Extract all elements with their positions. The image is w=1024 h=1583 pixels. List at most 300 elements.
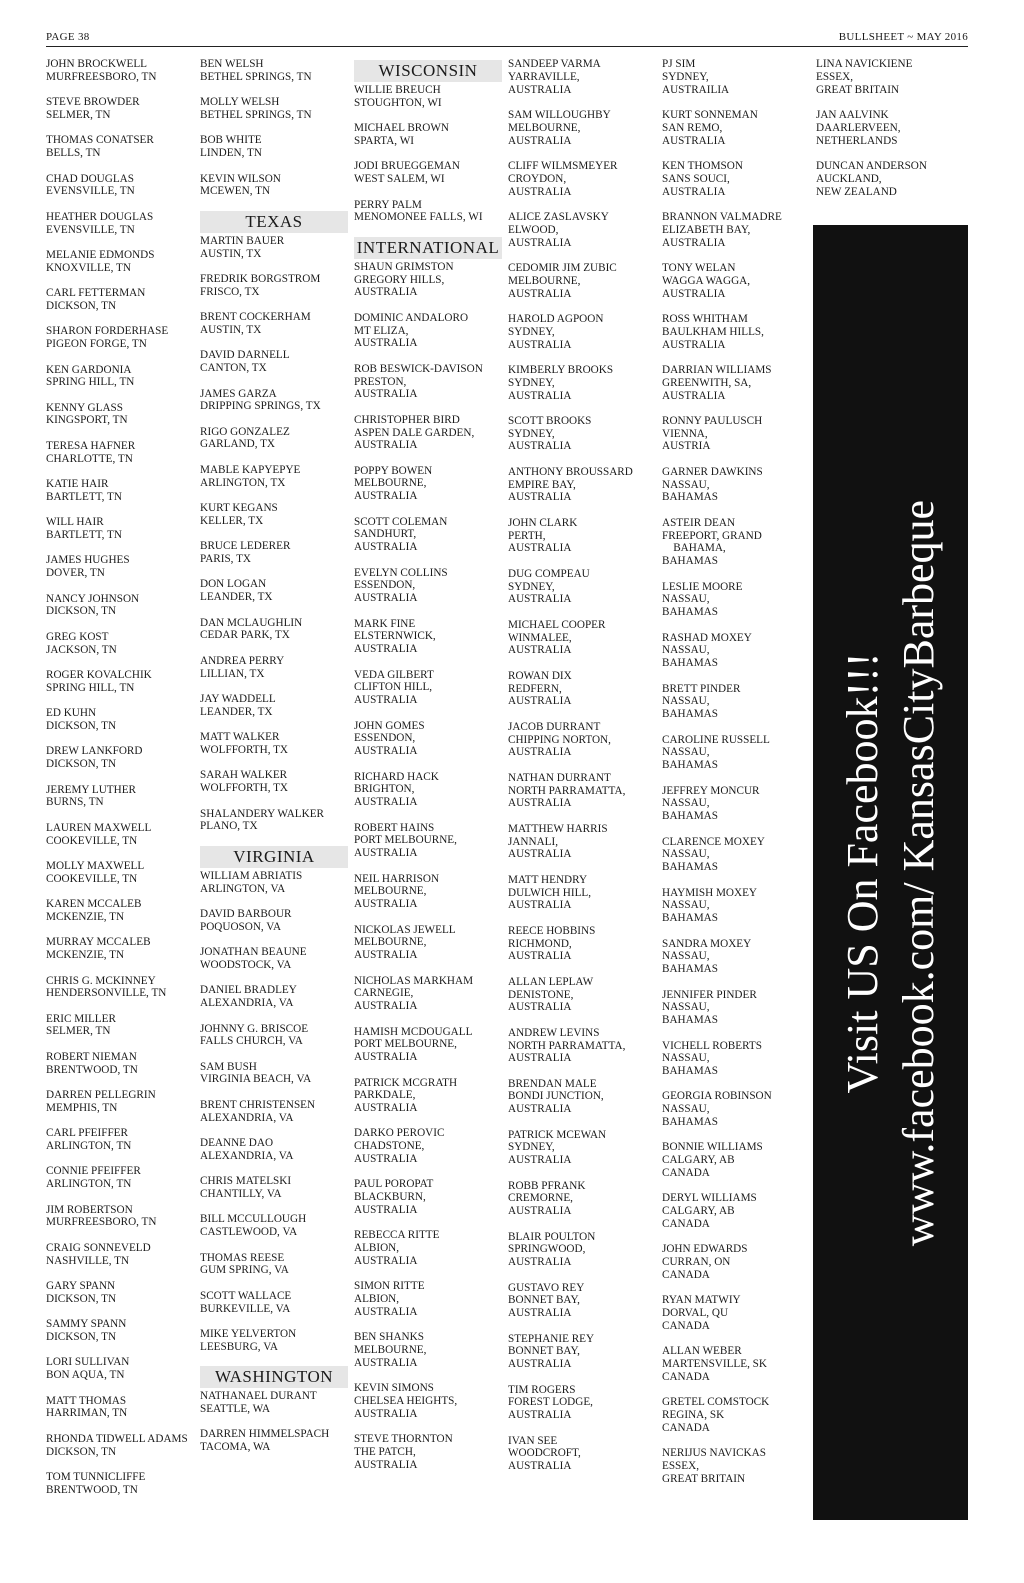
entry-location: MELBOURNE, bbox=[354, 936, 427, 949]
entry-location: HENDERSONVILLE, TN bbox=[46, 987, 167, 1000]
facebook-promo-banner bbox=[813, 225, 968, 1520]
listing-entry bbox=[46, 402, 194, 428]
entry-name: DARKO PEROVIC bbox=[354, 1127, 445, 1140]
entry-location: BAHAMAS bbox=[662, 555, 718, 568]
listing-entry bbox=[354, 363, 502, 401]
entry-location: MELBOURNE, bbox=[354, 1344, 427, 1357]
entry-location: AUSTRALIA bbox=[354, 847, 418, 860]
entry-location: BAHAMAS bbox=[662, 1014, 718, 1027]
entry-name: CHRIS MATELSKI bbox=[200, 1175, 292, 1188]
entry-location: AUSTRALIA bbox=[354, 1051, 418, 1064]
entry-name: SHALANDERY WALKER bbox=[200, 807, 324, 820]
entry-location: BAHAMAS bbox=[662, 657, 718, 670]
entry-location: MURFREESBORO, TN bbox=[46, 70, 157, 83]
entry-location: LEANDER, TX bbox=[200, 705, 273, 718]
entry-location: ELWOOD, bbox=[508, 223, 559, 236]
listing-entry bbox=[46, 936, 194, 962]
entry-name: SAM WILLOUGHBY bbox=[508, 108, 611, 121]
entry-location: BRENTWOOD, TN bbox=[46, 1063, 138, 1076]
entry-name: CHRIS G. MCKINNEY bbox=[46, 974, 156, 987]
entry-name: ANDREW LEVINS bbox=[508, 1026, 600, 1039]
entry-location: PERTH, bbox=[508, 529, 546, 542]
entry-location: BAHAMAS bbox=[662, 606, 718, 619]
entry-location: THE PATCH, bbox=[354, 1446, 416, 1459]
entry-location: LEESBURG, VA bbox=[200, 1340, 278, 1353]
entry-location: BRIGHTON, bbox=[354, 783, 415, 796]
banner-headline: Visit US On Facebook!!! bbox=[837, 652, 887, 1093]
entry-name: CLIFF WILMSMEYER bbox=[508, 159, 618, 172]
entry-name: DREW LANKFORD bbox=[46, 745, 143, 758]
entry-name: ERIC MILLER bbox=[46, 1012, 116, 1025]
entry-location: BONNET BAY, bbox=[508, 1294, 580, 1307]
listing-entry bbox=[508, 823, 656, 861]
entry-name: BRETT PINDER bbox=[662, 682, 741, 695]
entry-name: JOHNNY G. BRISCOE bbox=[200, 1022, 309, 1035]
listing-entry bbox=[508, 925, 656, 963]
entry-location: CANTON, TX bbox=[200, 362, 267, 375]
entry-name: RASHAD MOXEY bbox=[662, 631, 752, 644]
listing-entry bbox=[354, 1331, 502, 1369]
entry-location: SANS SOUCI, bbox=[662, 172, 730, 185]
listing-entry bbox=[508, 1435, 656, 1473]
entry-location: CANADA bbox=[662, 1218, 710, 1231]
entry-name: GEORGIA ROBINSON bbox=[662, 1090, 772, 1103]
entry-location: DICKSON, TN bbox=[46, 1330, 117, 1343]
listing-entry bbox=[354, 1026, 502, 1064]
listing-entry bbox=[200, 1213, 348, 1239]
entry-location: SANDHURT, bbox=[354, 528, 417, 541]
listing-entry bbox=[46, 1051, 194, 1077]
entry-location: AUSTRALIA bbox=[508, 491, 572, 504]
entry-location: REGINA, SK bbox=[662, 1409, 725, 1422]
entry-location: HARRIMAN, TN bbox=[46, 1407, 128, 1420]
listing-entry bbox=[200, 426, 348, 452]
listing-entry bbox=[354, 84, 502, 110]
entry-name: ROWAN DIX bbox=[508, 669, 572, 682]
entry-location: CREMORNE, bbox=[508, 1192, 573, 1205]
listing-entry bbox=[354, 1229, 502, 1267]
entry-name: KEVIN SIMONS bbox=[354, 1382, 434, 1395]
entry-name: GARY SPANN bbox=[46, 1280, 116, 1292]
state-section-heading: VIRGINIA bbox=[200, 846, 348, 868]
listing-entry bbox=[662, 262, 810, 300]
entry-location: EVENSVILLE, TN bbox=[46, 223, 135, 236]
listing-column-5 bbox=[662, 58, 810, 1498]
entry-location: BAHAMAS bbox=[662, 963, 718, 976]
entry-location: NASSAU, bbox=[662, 899, 710, 912]
entry-name: BLAIR POULTON bbox=[508, 1230, 596, 1243]
listing-entry bbox=[662, 734, 810, 772]
entry-location: BETHEL SPRINGS, TN bbox=[200, 108, 312, 121]
entry-location: AUSTRALIA bbox=[354, 949, 418, 962]
entry-location: ALEXANDRIA, VA bbox=[200, 997, 294, 1010]
listing-entry bbox=[354, 199, 502, 225]
entry-location: MELBOURNE, bbox=[508, 121, 581, 134]
listing-entry bbox=[200, 134, 348, 160]
listing-entry bbox=[46, 1165, 194, 1191]
listing-entry bbox=[354, 1077, 502, 1115]
listing-entry bbox=[46, 975, 194, 1001]
entry-name: SAMMY SPANN bbox=[46, 1318, 127, 1331]
listing-entry bbox=[200, 173, 348, 199]
entry-name: JOHN BROCKWELL bbox=[46, 58, 147, 70]
entry-location: BAULKHAM HILLS, bbox=[662, 325, 764, 338]
listing-column-1 bbox=[46, 58, 194, 1509]
entry-location: BRENTWOOD, TN bbox=[46, 1483, 138, 1496]
entry-location: NASSAU, bbox=[662, 1001, 710, 1014]
entry-location: AUSTRALIA bbox=[662, 338, 726, 351]
entry-location: WEST SALEM, WI bbox=[354, 173, 445, 186]
entry-location: AUSTRALIA bbox=[508, 1001, 572, 1014]
entry-name: ALICE ZASLAVSKY bbox=[508, 210, 609, 223]
entry-location: AUSTRALIA bbox=[508, 797, 572, 810]
entry-name: CONNIE PFEIFFER bbox=[46, 1165, 141, 1178]
entry-location: AUSTRALIA bbox=[354, 388, 418, 401]
entry-location: JANNALI, bbox=[508, 835, 559, 848]
entry-location: WOODCROFT, bbox=[508, 1447, 581, 1460]
listing-entry bbox=[200, 273, 348, 299]
entry-location: AUSTRALIA bbox=[508, 1103, 572, 1116]
entry-location: ESSENDON, bbox=[354, 579, 416, 592]
entry-location: AUSTRALIA bbox=[354, 439, 418, 452]
entry-name: IVAN SEE bbox=[508, 1434, 558, 1447]
listing-entry bbox=[662, 364, 810, 402]
entry-location: BAHAMAS bbox=[662, 708, 718, 721]
entry-location: NASSAU, bbox=[662, 478, 710, 491]
entry-location: CALGARY, AB bbox=[662, 1154, 735, 1167]
entry-location: BAHAMAS bbox=[662, 810, 718, 823]
entry-name: GREG KOST bbox=[46, 630, 109, 643]
listing-entry bbox=[508, 874, 656, 912]
entry-location: AUSTRALIA bbox=[354, 490, 418, 503]
entry-location: AUSTRALIA bbox=[508, 236, 572, 249]
entry-name: STEVE THORNTON bbox=[354, 1433, 453, 1446]
entry-name: JODI BRUEGGEMAN bbox=[354, 160, 460, 173]
listing-entry bbox=[508, 415, 656, 453]
listing-entry bbox=[508, 109, 656, 147]
entry-location: DULWICH HILL, bbox=[508, 886, 592, 899]
entry-name: HAMISH MCDOUGALL bbox=[354, 1025, 473, 1038]
entry-location: BELLS, TN bbox=[46, 147, 101, 160]
entry-location: SEATTLE, WA bbox=[200, 1402, 271, 1415]
listing-entry bbox=[200, 311, 348, 337]
listing-entry bbox=[200, 1390, 348, 1416]
entry-location: CANADA bbox=[662, 1371, 710, 1383]
entry-location: FALLS CHURCH, VA bbox=[200, 1035, 303, 1048]
listing-entry bbox=[200, 617, 348, 643]
listing-entry bbox=[46, 707, 194, 733]
entry-location: AUSTRALIA bbox=[354, 1458, 418, 1471]
listing-entry bbox=[354, 822, 502, 860]
entry-location: GREENWITH, SA, bbox=[662, 376, 752, 389]
listing-entry bbox=[46, 1089, 194, 1115]
listing-entry bbox=[200, 349, 348, 375]
banner-url[interactable]: www.facebook.com/ KansasCityBarbeque bbox=[893, 499, 943, 1246]
entry-name: DERYL WILLIAMS bbox=[662, 1192, 757, 1205]
listing-entry bbox=[816, 109, 964, 147]
entry-name: HEATHER DOUGLAS bbox=[46, 210, 154, 223]
entry-location: BAHAMAS bbox=[662, 1116, 718, 1129]
entry-location: NASSAU, bbox=[662, 746, 710, 759]
entry-name: JAY WADDELL bbox=[200, 693, 276, 705]
listing-entry bbox=[508, 1129, 656, 1167]
listing-entry bbox=[662, 581, 810, 619]
entry-name: REBECCA RITTE bbox=[354, 1229, 440, 1242]
listing-entry bbox=[46, 478, 194, 504]
entry-name: NATHAN DURRANT bbox=[508, 771, 611, 784]
entry-name: MOLLY WELSH bbox=[200, 96, 280, 109]
entry-name: DARREN HIMMELSPACH bbox=[200, 1428, 330, 1441]
entry-location: LINDEN, TN bbox=[200, 147, 262, 160]
listing-entry bbox=[508, 211, 656, 249]
listing-entry bbox=[508, 313, 656, 351]
entry-name: ALLAN LEPLAW bbox=[508, 975, 594, 988]
entry-name: DAN MCLAUGHLIN bbox=[200, 616, 303, 629]
entry-location: ESSENDON, bbox=[354, 732, 416, 745]
listing-entry bbox=[46, 593, 194, 619]
entry-location: PORT MELBOURNE, bbox=[354, 834, 457, 847]
listing-entry bbox=[508, 568, 656, 606]
entry-location: MARTENSVILLE, SK bbox=[662, 1358, 767, 1371]
entry-location: AUSTRALIA bbox=[508, 1358, 572, 1371]
entry-name: VEDA GILBERT bbox=[354, 668, 434, 681]
listing-entry bbox=[200, 908, 348, 934]
entry-name: GUSTAVO REY bbox=[508, 1281, 585, 1294]
entry-name: WILLIE BREUCH bbox=[354, 84, 441, 96]
listing-entry bbox=[662, 938, 810, 976]
entry-name: ROSS WHITHAM bbox=[662, 312, 748, 325]
entry-location: ARLINGTON, VA bbox=[200, 882, 286, 895]
listing-entry bbox=[816, 58, 964, 96]
entry-location: WOLFFORTH, TX bbox=[200, 743, 289, 756]
entry-location: SPARTA, WI bbox=[354, 134, 414, 147]
entry-location: WOODSTOCK, VA bbox=[200, 958, 292, 971]
entry-location: BAHAMAS bbox=[662, 1065, 718, 1078]
entry-name: JOHN CLARK bbox=[508, 516, 578, 529]
entry-location: SYDNEY, bbox=[508, 1141, 555, 1154]
entry-location: ALBION, bbox=[354, 1242, 400, 1255]
entry-name: HAYMISH MOXEY bbox=[662, 886, 757, 899]
entry-location: AUSTRALIA bbox=[508, 899, 572, 912]
entry-location: BARTLETT, TN bbox=[46, 529, 122, 542]
entry-name: REECE HOBBINS bbox=[508, 924, 596, 937]
entry-location: SYDNEY, bbox=[508, 376, 555, 389]
entry-name: SHAUN GRIMSTON bbox=[354, 260, 454, 273]
listing-entry bbox=[508, 670, 656, 708]
entry-name: CAROLINE RUSSELL bbox=[662, 733, 770, 746]
entry-location: DICKSON, TN bbox=[46, 1292, 117, 1305]
listing-entry bbox=[354, 160, 502, 186]
entry-name: STEVE BROWDER bbox=[46, 96, 140, 109]
entry-name: WILL HAIR bbox=[46, 516, 104, 529]
entry-name: SCOTT COLEMAN bbox=[354, 515, 448, 528]
entry-location: SPRING HILL, TN bbox=[46, 681, 135, 694]
entry-location: POQUOSON, VA bbox=[200, 920, 282, 933]
listing-column-3 bbox=[354, 58, 502, 1484]
listing-entry bbox=[662, 160, 810, 198]
entry-location: NASSAU, bbox=[662, 848, 710, 861]
listing-entry bbox=[200, 655, 348, 681]
listing-entry bbox=[508, 517, 656, 555]
entry-name: KENNY GLASS bbox=[46, 401, 123, 414]
listing-entry bbox=[354, 1178, 502, 1216]
listing-entry bbox=[46, 669, 194, 695]
entry-location: NASSAU, bbox=[662, 1052, 710, 1065]
listing-entry bbox=[354, 465, 502, 503]
entry-name: DARRIAN WILLIAMS bbox=[662, 363, 772, 376]
entry-location: GREAT BRITAIN bbox=[816, 83, 900, 96]
entry-name: NERIJUS NAVICKAS bbox=[662, 1447, 766, 1460]
entry-location: BURKEVILLE, VA bbox=[200, 1302, 291, 1315]
entry-location: AUSTRALIA bbox=[354, 796, 418, 809]
entry-location: ELSTERNWICK, bbox=[354, 630, 436, 643]
entry-name: SAM BUSH bbox=[200, 1060, 257, 1073]
entry-location: AUSTRALIA bbox=[508, 83, 572, 96]
listing-entry bbox=[200, 1328, 348, 1354]
listing-entry bbox=[200, 870, 348, 896]
listing-entry bbox=[46, 860, 194, 886]
listing-entry bbox=[46, 554, 194, 580]
entry-location: BAHAMAS bbox=[662, 861, 718, 874]
entry-name: ROBERT NIEMAN bbox=[46, 1050, 137, 1063]
listing-entry bbox=[46, 364, 194, 390]
entry-name: WILLIAM ABRIATIS bbox=[200, 869, 303, 882]
entry-name: PATRICK MCEWAN bbox=[508, 1128, 607, 1141]
entry-location: ELIZABETH BAY, bbox=[662, 223, 751, 236]
entry-location: BONDI JUNCTION, bbox=[508, 1090, 604, 1103]
entry-location: SELMER, TN bbox=[46, 1025, 111, 1038]
listing-entry bbox=[354, 312, 502, 350]
entry-location: NASHVILLE, TN bbox=[46, 1254, 130, 1267]
entry-name: JENNIFER PINDER bbox=[662, 988, 757, 1001]
listing-entry bbox=[354, 669, 502, 707]
listing-entry bbox=[354, 567, 502, 605]
entry-location: AUSTRALIA bbox=[354, 1204, 418, 1217]
entry-name: ANTHONY BROUSSARD bbox=[508, 465, 633, 478]
entry-location: MELBOURNE, bbox=[354, 885, 427, 898]
entry-location: AUSTRALIA bbox=[508, 287, 572, 300]
listing-entry bbox=[662, 1192, 810, 1230]
listing-entry bbox=[508, 1333, 656, 1371]
entry-name: VICHELL ROBERTS bbox=[662, 1039, 762, 1052]
entry-location: AUSTRALIA bbox=[508, 1052, 572, 1065]
entry-location: PIGEON FORGE, TN bbox=[46, 338, 147, 351]
listing-entry bbox=[508, 1027, 656, 1065]
entry-location: LILLIAN, TX bbox=[200, 667, 265, 680]
listing-entry bbox=[508, 1180, 656, 1218]
listing-entry bbox=[200, 1252, 348, 1278]
entry-location: SPRINGWOOD, bbox=[508, 1243, 586, 1256]
entry-location: AUSTRALIA bbox=[354, 643, 418, 656]
entry-name: KEVIN WILSON bbox=[200, 172, 281, 185]
listing-entry bbox=[200, 1137, 348, 1163]
listing-entry bbox=[508, 466, 656, 504]
listing-entry bbox=[508, 772, 656, 810]
entry-location: AUSTRALIA bbox=[508, 695, 572, 708]
entry-name: RIGO GONZALEZ bbox=[200, 425, 290, 438]
listing-entry bbox=[354, 1433, 502, 1471]
listing-entry bbox=[200, 769, 348, 795]
entry-name: GRETEL COMSTOCK bbox=[662, 1396, 770, 1409]
listing-entry bbox=[46, 211, 194, 237]
entry-name: DOMINIC ANDALORO bbox=[354, 311, 469, 324]
listing-entry bbox=[508, 1231, 656, 1269]
listing-entry bbox=[200, 578, 348, 604]
entry-name: KEN GARDONIA bbox=[46, 363, 132, 376]
entry-location: AUSTIN, TX bbox=[200, 323, 262, 336]
listing-entry bbox=[46, 1471, 194, 1497]
entry-name: RONNY PAULUSCH bbox=[662, 414, 763, 427]
entry-location: ASPEN DALE GARDEN, bbox=[354, 426, 475, 439]
listing-entry bbox=[662, 313, 810, 351]
entry-name: BRENDAN MALE bbox=[508, 1077, 597, 1090]
state-section-heading: INTERNATIONAL bbox=[354, 237, 502, 259]
entry-location: REDFERN, bbox=[508, 682, 562, 695]
entry-location: AUSTRALIA bbox=[354, 694, 418, 707]
entry-location: MEMPHIS, TN bbox=[46, 1101, 118, 1114]
entry-name: SCOTT BROOKS bbox=[508, 414, 592, 427]
entry-location: AUSTRIA bbox=[662, 440, 711, 453]
listing-entry bbox=[662, 211, 810, 249]
entry-location: ALBION, bbox=[354, 1293, 400, 1306]
listing-entry bbox=[816, 160, 964, 198]
entry-location: BON AQUA, TN bbox=[46, 1369, 125, 1382]
entry-name: DAVID BARBOUR bbox=[200, 907, 292, 920]
listing-entry bbox=[46, 440, 194, 466]
entry-location: NASSAU, bbox=[662, 950, 710, 963]
entry-location: GUM SPRING, VA bbox=[200, 1264, 289, 1277]
listing-entry bbox=[662, 989, 810, 1027]
entry-name: MARTIN BAUER bbox=[200, 234, 285, 247]
entry-location: AUSTRALIA bbox=[354, 1153, 418, 1166]
entry-location: AUSTRALIA bbox=[508, 389, 572, 402]
entry-location: BAHAMA, bbox=[662, 542, 726, 555]
state-section-heading: WISCONSIN bbox=[354, 60, 502, 82]
entry-name: PJ SIM bbox=[662, 58, 696, 70]
entry-name: DUNCAN ANDERSON bbox=[816, 159, 927, 172]
entry-location: AUSTIN, TX bbox=[200, 247, 262, 260]
entry-name: DARREN PELLEGRIN bbox=[46, 1089, 156, 1102]
listing-entry bbox=[354, 873, 502, 911]
entry-name: LORI SULLIVAN bbox=[46, 1356, 130, 1369]
listing-entry bbox=[46, 1356, 194, 1382]
entry-location: CHELSEA HEIGHTS, bbox=[354, 1395, 458, 1408]
listing-entry bbox=[662, 517, 810, 568]
entry-location: TACOMA, WA bbox=[200, 1441, 271, 1454]
listing-entry bbox=[662, 466, 810, 504]
listing-entry bbox=[508, 619, 656, 657]
entry-location: BURNS, TN bbox=[46, 796, 104, 809]
entry-name: STEPHANIE REY bbox=[508, 1332, 595, 1345]
entry-location: LEANDER, TX bbox=[200, 591, 273, 604]
entry-location: CROYDON, bbox=[508, 172, 567, 185]
entry-name: DEANNE DAO bbox=[200, 1137, 274, 1150]
entry-location: PARIS, TX bbox=[200, 553, 251, 566]
entry-location: MCKENZIE, TN bbox=[46, 949, 125, 962]
listing-entry bbox=[354, 1127, 502, 1165]
listing-entry bbox=[46, 249, 194, 275]
listing-entry bbox=[662, 58, 810, 96]
listing-entry bbox=[508, 1078, 656, 1116]
entry-name: TONY WELAN bbox=[662, 261, 736, 274]
entry-location: VIRGINIA BEACH, VA bbox=[200, 1073, 312, 1086]
entry-location: ESSEX, bbox=[816, 70, 853, 83]
entry-location: NASSAU, bbox=[662, 797, 710, 810]
entry-location: AUSTRALIA bbox=[508, 1460, 572, 1473]
entry-location: AUSTRALIA bbox=[354, 898, 418, 911]
listing-entry bbox=[46, 898, 194, 924]
entry-location: AUSTRALIA bbox=[354, 1102, 418, 1115]
